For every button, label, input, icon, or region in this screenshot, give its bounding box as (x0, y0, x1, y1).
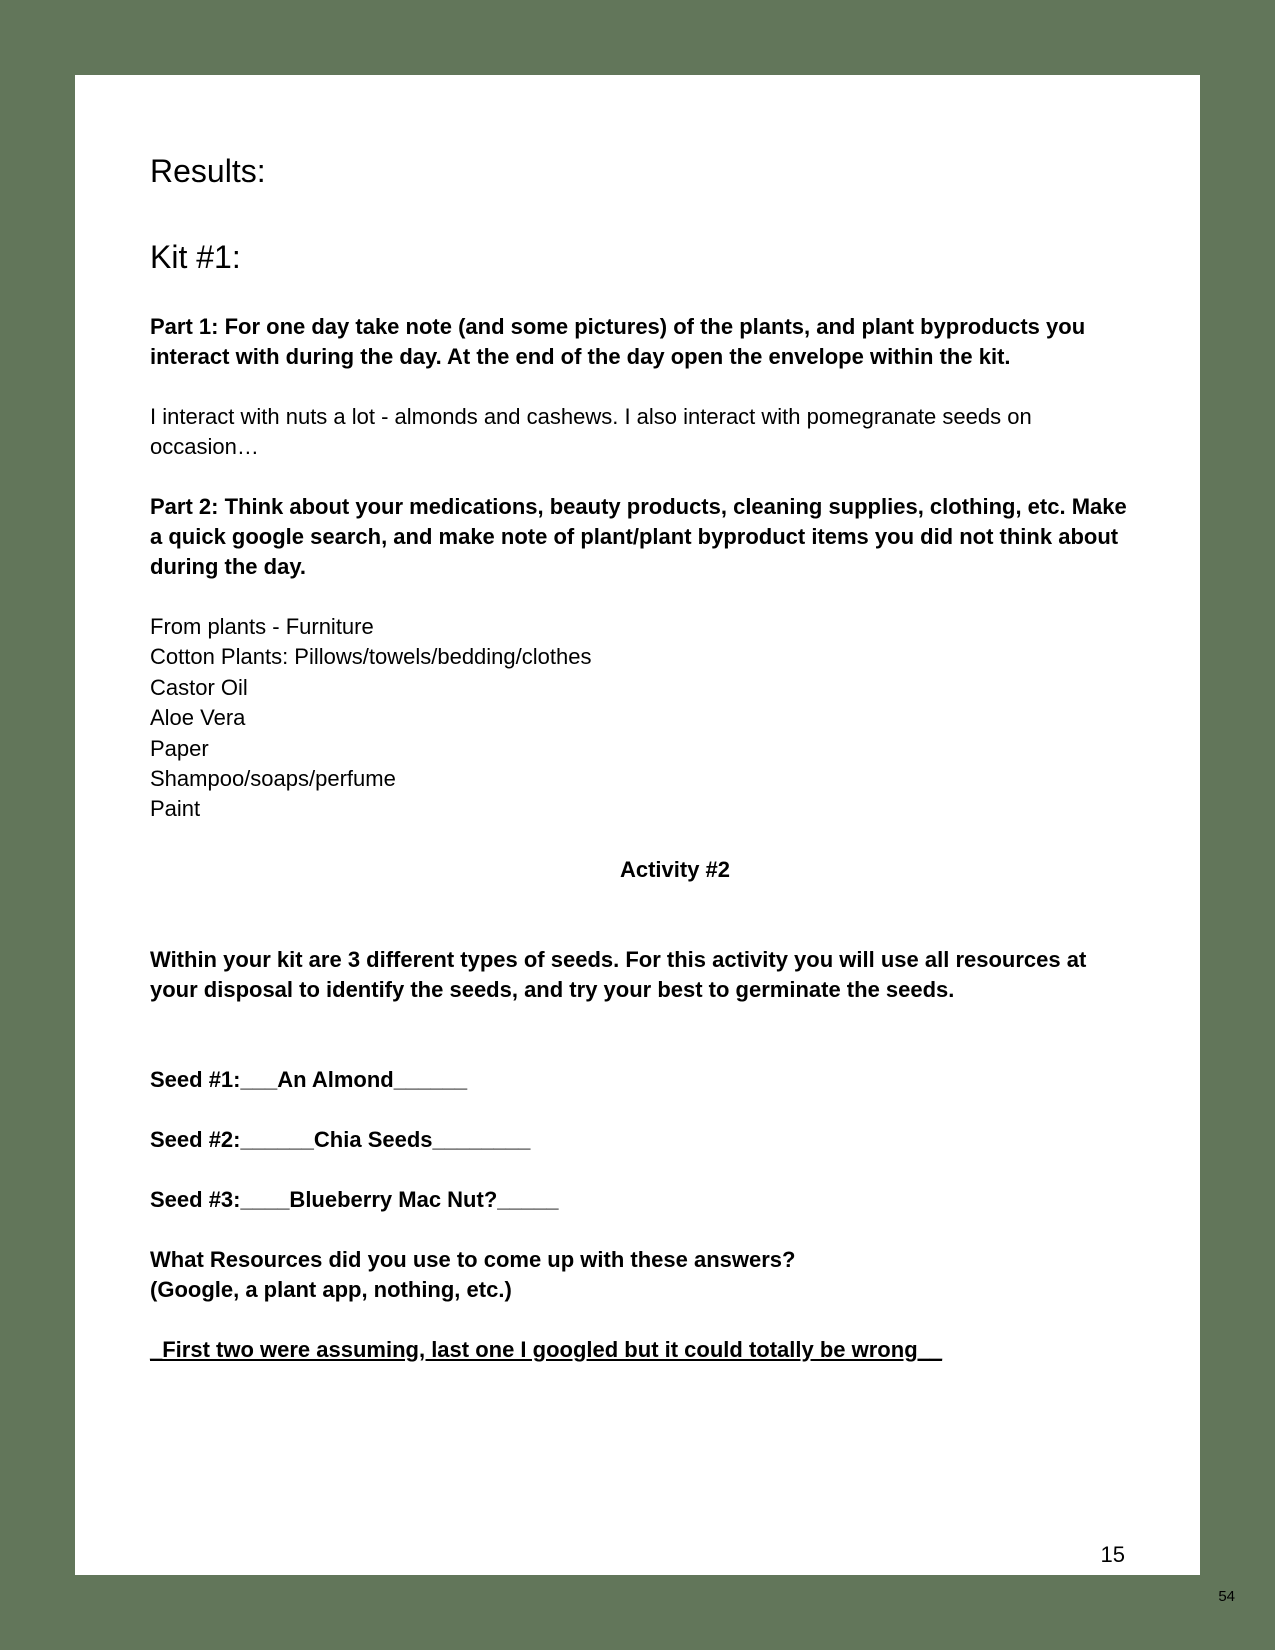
list-item: Paint (150, 796, 201, 822)
page-content (150, 150, 1140, 1387)
sheet-number: 54 (1218, 1588, 1235, 1605)
seed-1-answer: Seed #1:___An Almond______ (150, 1066, 468, 1092)
list-item: Shampoo/soaps/perfume (150, 766, 396, 792)
resources-question (150, 1245, 1140, 1305)
list-item: Cotton Plants: Pillows/towels/bedding/clothes (150, 644, 592, 670)
list-item: From plants - Furniture (150, 614, 374, 639)
plant-items-list (150, 612, 1140, 825)
page-number: 15 (1100, 1542, 1125, 1567)
resources-question-line1: What Resources did you use to come up with these answers? (150, 1246, 796, 1272)
resources-answer: _First two were assuming, last one I googled but it could totally be wrong__ (150, 1336, 943, 1362)
list-item: Castor Oil (150, 674, 248, 700)
part1-prompt: Part 1: For one day take note (and some pictures) of the plants, and plant byproducts you interact with during the day. At the end of the day open the envelope within the kit. (150, 314, 1086, 369)
part2-prompt: Part 2: Think about your medications, beauty products, cleaning supplies, clothing, etc. Make a quick google search, and make note of plant/plant byproduct items you did not think about during the day. (150, 494, 1127, 579)
list-item: Paper (150, 735, 209, 761)
document-page (75, 75, 1200, 1575)
results-heading: Results: (150, 153, 266, 189)
seed-2-answer: Seed #2:______Chia Seeds________ (150, 1126, 531, 1152)
kit-heading: Kit #1: (150, 239, 241, 275)
list-item: Aloe Vera (150, 705, 246, 731)
activity-instructions: Within your kit are 3 different types of seeds. For this activity you will use all resources at your disposal to identify the seeds, and try your best to germinate the seeds. (150, 946, 1087, 1002)
part1-answer: I interact with nuts a lot - almonds and cashews. I also interact with pomegranate seeds on occasion… (150, 404, 1032, 459)
activity-title: Activity #2 (619, 856, 731, 882)
seed-3-answer: Seed #3:____Blueberry Mac Nut?_____ (150, 1186, 559, 1212)
resources-question-line2: (Google, a plant app, nothing, etc.) (150, 1276, 512, 1302)
